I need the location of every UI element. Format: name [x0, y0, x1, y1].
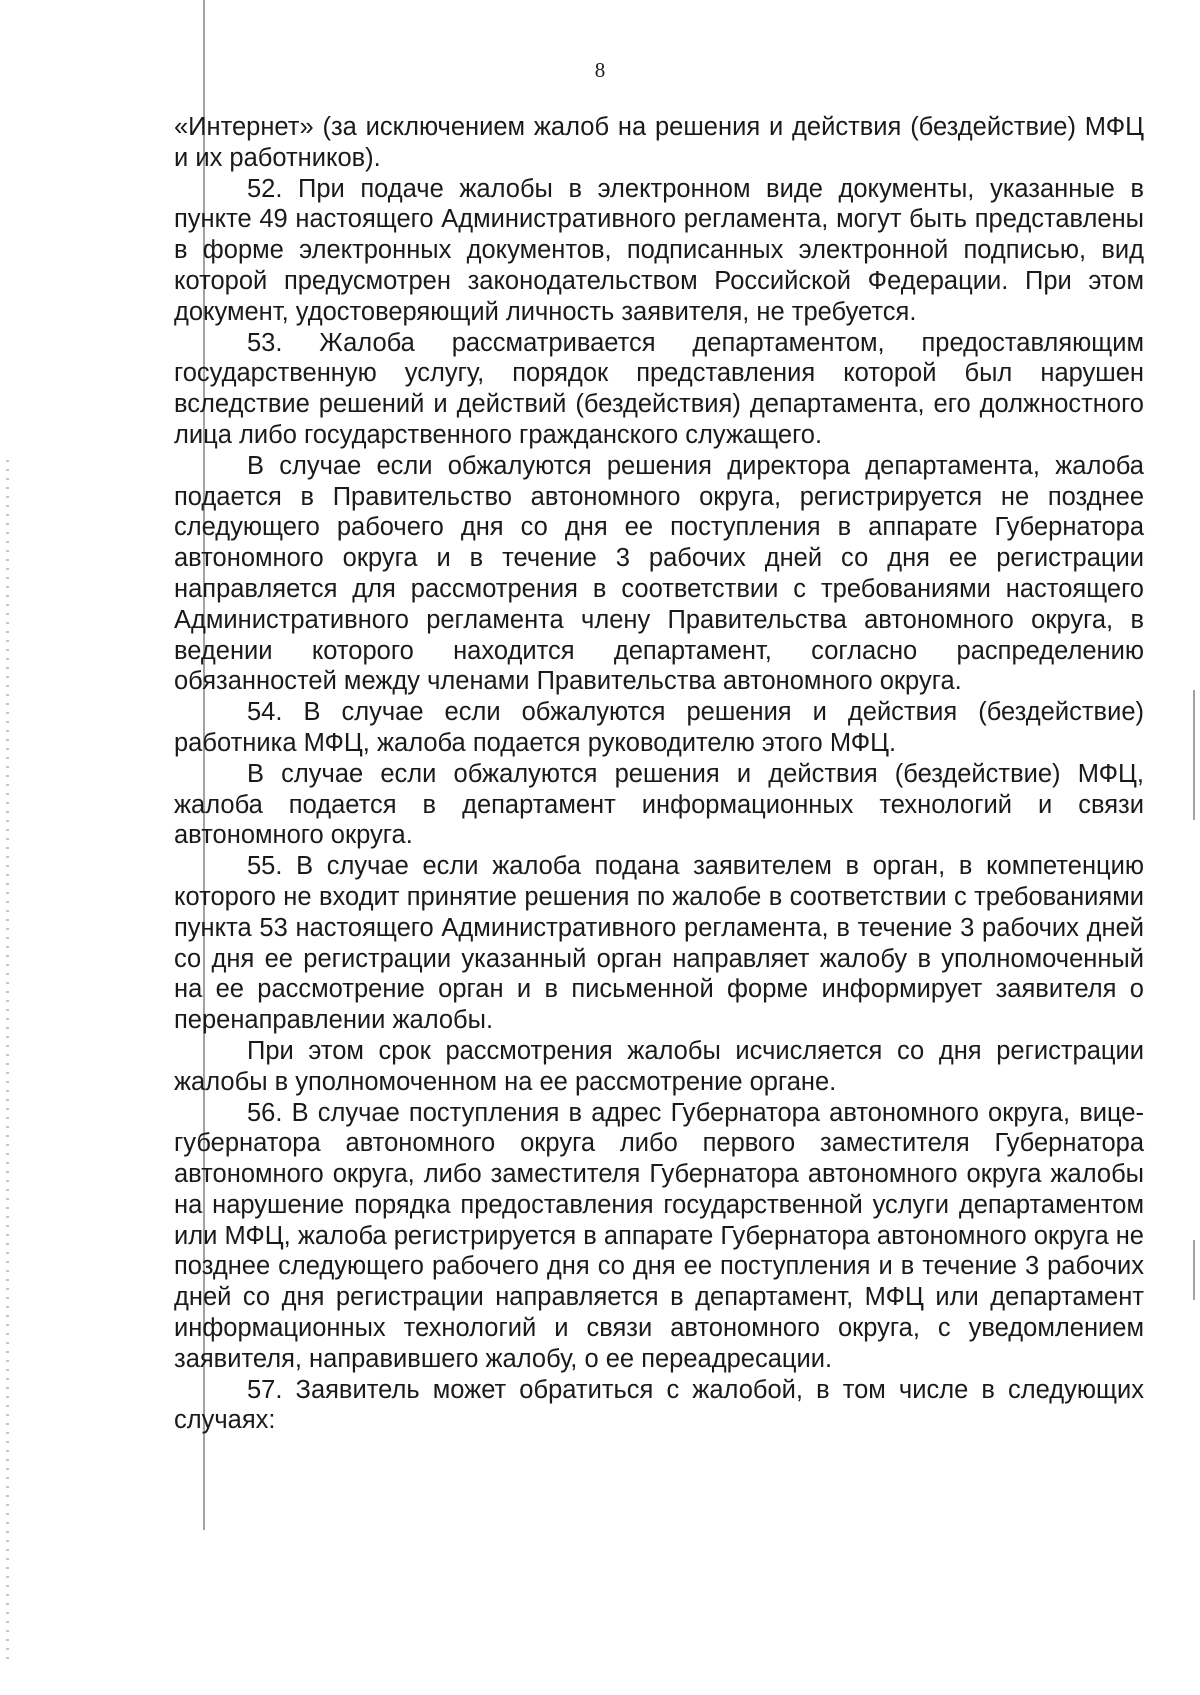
paragraph: 57. Заявитель может обратиться с жалобой, в том числе в следующих случаях:: [174, 1375, 1144, 1435]
scan-edge-line-right-lower: [1193, 1240, 1195, 1300]
page-number: 8: [594, 58, 606, 82]
scan-edge-line-right: [1193, 690, 1195, 820]
paragraph: При этом срок рассмотрения жалобы исчисляется со дня регистрации жалобы в уполномоченном на ее рассмотрение органе.: [174, 1036, 1144, 1096]
paragraph: 53. Жалоба рассматривается департаментом, предоставляющим государственную услугу, порядок представления которой был нарушен вследствие решений и действий (бездействия) департамента, его должностного лица либо государственного гражданского служащего.: [174, 328, 1144, 449]
scan-edge-dots-left: [6, 460, 9, 1660]
paragraph: 56. В случае поступления в адрес Губернатора автономного округа, вице-губернатора автономного округа либо первого заместителя Губернатора автономного округа, либо заместителя Губернатора автономного округа жалобы на нарушение порядка предоставления государственной услуги департаментом или МФЦ, жалоба регистрируется в аппарате Губернатора автономного округа не позднее следующего рабочего дня со дня ее поступления и в течение 3 рабочих дней со дня регистрации направляется в департамент, МФЦ или департамент информационных технологий и связи автономного округа, с уведомлением заявителя, направившего жалобу, о ее переадресации.: [174, 1098, 1144, 1373]
paragraph: 54. В случае если обжалуются решения и действия (бездействие) работника МФЦ, жалоба подается руководителю этого МФЦ.: [174, 698, 1144, 757]
paragraph: В случае если обжалуются решения директора департамента, жалоба подается в Правительство автономного округа, регистрируется не позднее следующего рабочего дня со дня ее поступления в аппарате Губернатора автономного округа и в течение 3 рабочих дней со дня ее регистрации направляется для рассмотрения в соответствии с требованиями настоящего Административного регламента члену Правительства автономного округа, в ведении которого находится департамент, согласно распределению обязанностей между членами Правительства автономного округа.: [174, 451, 1144, 696]
paragraph: 55. В случае если жалоба подана заявителем в орган, в компетенцию которого не входит принятие решения по жалобе в соответствии с требованиями пункта 53 настоящего Административного регламента, в течение 3 рабочих дней со дня ее регистрации указанный орган направляет жалобу в уполномоченный на ее рассмотрение орган и в письменной форме информирует заявителя о перенаправлении жалобы.: [174, 852, 1144, 1035]
paragraph: «Интернет» (за исключением жалоб на решения и действия (бездействие) МФЦ и их работников).: [174, 113, 1144, 172]
document-body: [174, 112, 1144, 1436]
paragraph: В случае если обжалуются решения и действия (бездействие) МФЦ, жалоба подается в департамент информационных технологий и связи автономного округа.: [174, 759, 1144, 850]
paragraph: 52. При подаче жалобы в электронном виде документы, указанные в пункте 49 настоящего Административного регламента, могут быть представлены в форме электронных документов, подписанных электронной подписью, вид которой предусмотрен законодательством Российской Федерации. При этом документ, удостоверяющий личность заявителя, не требуется.: [174, 174, 1144, 326]
